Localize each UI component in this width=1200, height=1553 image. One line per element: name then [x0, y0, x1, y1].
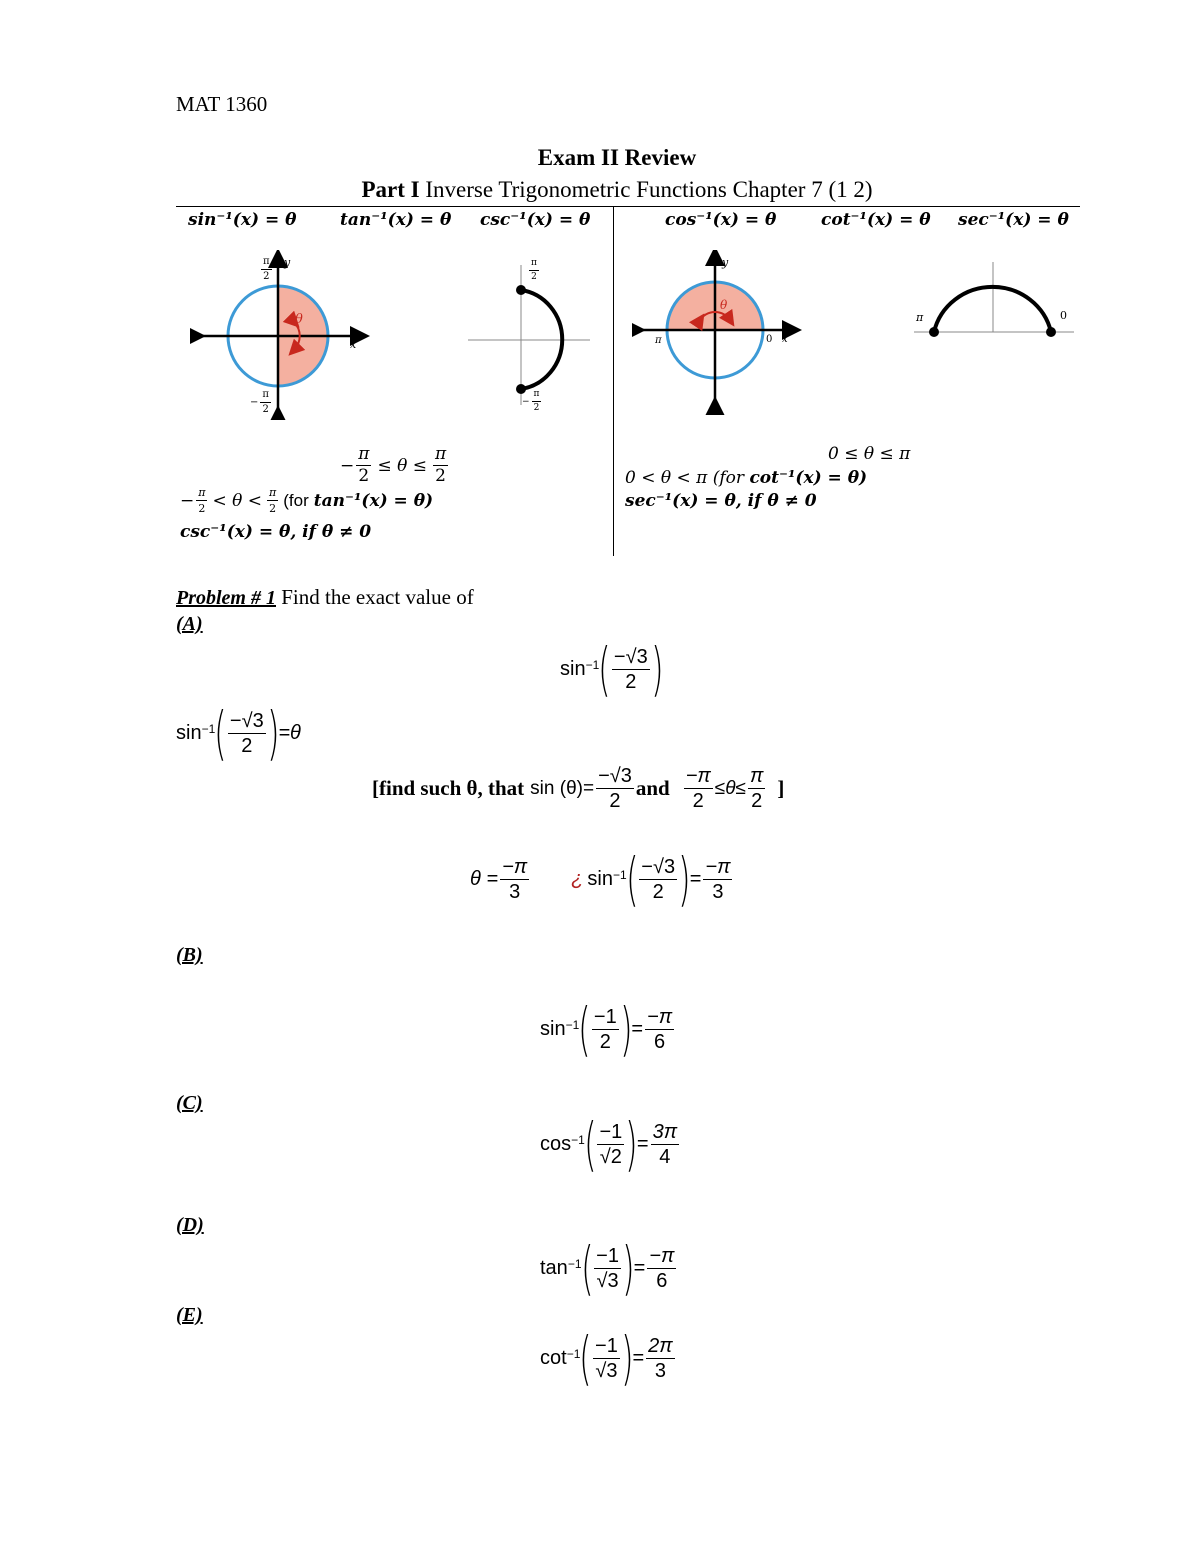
sec-right-point: [1046, 327, 1056, 337]
graph1-theta-label: θ: [295, 312, 303, 327]
part-e-equation: cot $^{-1}$ ( $\frac{-1}{√3}$ ) = $\frac{2\pi}{3}$: [540, 1324, 673, 1392]
csc-top-point: [516, 285, 526, 295]
arccsc-condition: csc⁻¹(x) = θ, if θ ≠ 0: [180, 522, 372, 542]
subtitle-bold: Part I: [361, 177, 420, 202]
part-d-label: (D): [176, 1214, 204, 1236]
graph1-bottom-tick: − $\frac{\pi}{2}$: [250, 389, 269, 415]
head-arccsc: csc⁻¹(x) = θ: [480, 210, 591, 230]
head-arcsec: sec⁻¹(x) = θ: [958, 210, 1069, 230]
graph3-y-label: y: [722, 256, 729, 269]
arcsec-condition: sec⁻¹(x) = θ, if θ ≠ 0: [625, 491, 817, 511]
part-e-label: (E): [176, 1304, 203, 1326]
part-c-equation: cos $^{-1}$ ( $\frac{-1}{√2}$ ) = $\frac{3\pi}{4}$: [540, 1110, 678, 1178]
graph1-y-label: y: [284, 256, 291, 269]
graph3-x-label: x: [782, 334, 788, 345]
head-arccos: cos⁻¹(x) = θ: [665, 210, 777, 230]
head-arctan: tan⁻¹(x) = θ: [340, 210, 452, 230]
arccot-range: 0 < θ < π (for cot⁻¹(x) = θ): [625, 468, 868, 488]
arccos-range: 0 ≤ θ ≤ π: [828, 444, 911, 464]
part-b-equation: sin $^{-1}$ ( $\frac{-1}{2}$ ) = $\frac{-\pi}{6}$: [540, 995, 673, 1063]
problem-text: Find the exact value of: [276, 585, 474, 609]
problem-label: Problem # 1: [176, 587, 276, 609]
part-a-label: (A): [176, 613, 203, 635]
arcsin-unit-circle-graph: [190, 250, 370, 420]
part-a-answer: θ = $\frac{-\pi}{3}$ ¿ sin $^{-1}$ ( $\frac{-√3}{2}$ ) = $\frac{-\pi}{3}$: [470, 845, 731, 913]
part-a-find-statement: [find such θ, that sin (θ)= $\frac{-√3}{2}$ and $\frac{-\pi}{2}$ ≤θ≤ $\frac{\pi}{2}$ ]: [372, 765, 785, 812]
graph3-pi-label: π: [655, 335, 662, 346]
part-b-label: (B): [176, 944, 203, 966]
graph2-top-tick: $\frac{\pi}{2}$: [531, 258, 537, 282]
arctan-range: − $\frac{\pi}{2}$ < θ < $\frac{\pi}{2}$ (for tan⁻¹(x) = θ): [180, 486, 434, 515]
graph3-zero-label: 0: [766, 334, 773, 345]
head-arccot: cot⁻¹(x) = θ: [821, 210, 931, 230]
problem-heading: [176, 585, 474, 610]
arccos-unit-circle-graph: [632, 250, 802, 415]
table-divider: [613, 206, 614, 556]
part-d-equation: tan $^{-1}$ ( $\frac{-1}{√3}$ ) = $\frac{-\pi}{6}$: [540, 1234, 675, 1302]
subtitle-rest: Inverse Trigonometric Functions Chapter 7 (1 2): [425, 177, 873, 202]
page-subtitle: [0, 177, 1200, 203]
part-a-expression: sin $^{-1}$ ( $\frac{-√3}{2}$ ): [560, 635, 664, 703]
arcsec-graph: [910, 262, 1080, 342]
arcsin-range: − $\frac{\pi}{2}$ ≤ θ ≤ $\frac{\pi}{2}$: [340, 444, 447, 486]
part-a-equation: sin $^{-1}$ ( $\frac{-√3}{2}$ ) =θ: [176, 699, 301, 767]
sec-left-point: [929, 327, 939, 337]
graph3-theta-label: θ: [720, 298, 728, 312]
course-code: MAT 1360: [176, 92, 268, 116]
table-top-rule: [176, 206, 1080, 207]
graph4-pi-label: π: [916, 311, 924, 324]
part-c-label: (C): [176, 1092, 203, 1114]
graph1-x-label: x: [350, 338, 357, 351]
graph2-bottom-tick: − $\frac{\pi}{2}$: [522, 389, 540, 413]
page-title: Exam II Review: [537, 145, 697, 170]
head-arcsin: sin⁻¹(x) = θ: [188, 210, 297, 230]
graph1-top-tick: $\frac{\pi}{2}$: [263, 256, 270, 282]
graph4-zero-label: 0: [1060, 309, 1067, 322]
